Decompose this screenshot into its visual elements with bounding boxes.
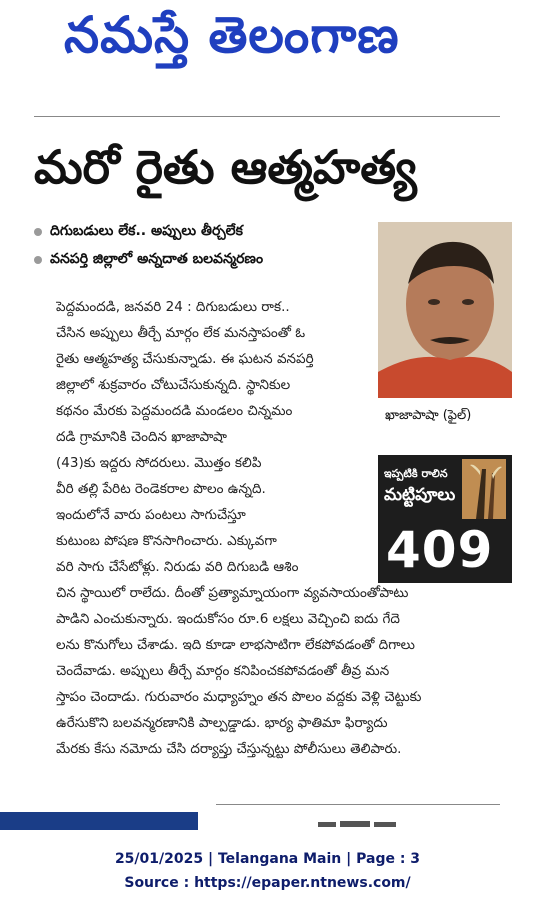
article-line: చెందేవాడు. అప్పులు తీర్చే మార్గం కనిపించకపోవడంతో తీవ్ర మన: [56, 663, 390, 679]
article-line: చేసిన అప్పులు తీర్చే మార్గం లేక మనస్తాపంతో ఓ: [56, 325, 306, 341]
bullet-item: [34, 218, 374, 246]
stat-label-line2: మట్టిపూలు: [384, 485, 456, 505]
masthead-logo: నమస్తే తెలంగాణ: [64, 6, 400, 64]
stat-thumbnail: [462, 459, 506, 519]
article-line: జిల్లాలో శుక్రవారం చోటుచేసుకున్నది. స్థానికుల: [56, 377, 291, 393]
article-line: వీరి తల్లి పేరిట రెండెకరాల పొలం ఉన్నది.: [56, 481, 266, 497]
portrait-icon: [378, 222, 512, 398]
article-line: పెద్దమందడి, జనవరి 24 : దిగుబడులు రాక..: [56, 299, 290, 315]
article-line: చిన స్థాయిలో రాలేదు. దీంతో ప్రత్యామ్నాయంగా వ్యవసాయంతోపాటు: [56, 585, 409, 601]
bullet-item: [34, 246, 374, 274]
article-body-wide: [56, 580, 500, 762]
article-line: స్తాపం చెందాడు. గురువారం మధ్యాహ్నం తన పొలం వద్దకు వెళ్లి చెట్టుకు: [56, 689, 422, 705]
stat-box: [378, 455, 512, 583]
article-headline: మరో రైతు ఆత్మహత్య: [34, 140, 417, 194]
bullet-text: వనపర్తి జిల్లాలో అన్నదాత బలవన్మరణం: [50, 250, 264, 267]
article-line: వరి సాగు చేసేటోళ్లు. నిరుడు వరి దిగుబడి ఆశిం: [56, 559, 299, 575]
article-line: మేరకు కేసు నమోదు చేసి దర్యాప్తు చేస్తున్నట్టు పోలీసులు తెలిపారు.: [56, 741, 402, 757]
article-line: దడి గ్రామానికి చెందిన ఖాజాపాషా: [56, 429, 227, 445]
bullet-list: [34, 218, 374, 274]
article-line: కుటుంబ పోషణ కొనసాగించారు. ఎక్కువగా: [56, 533, 277, 549]
footer-date-line: 25/01/2025 | Telangana Main | Page : 3: [114, 851, 421, 867]
bottom-divider: [216, 804, 500, 805]
bullet-text: దిగుబడులు లేక.. అప్పులు తీర్చలేక: [50, 222, 243, 239]
article-line: లను కొనుగోలు చేశాడు. ఇది కూడా లాభసాటిగా లేకపోవడంతో దిగాలు: [56, 637, 415, 653]
article-line: (43)కు ఇద్దరు సోదరులు. మొత్తం కలిపి: [56, 455, 262, 471]
bottom-color-block: [0, 812, 198, 830]
footer-source-line: Source : https://epaper.ntnews.com/: [124, 875, 411, 891]
stat-number: 409: [386, 521, 494, 579]
article-line: రైతు ఆత్మహత్య చేసుకున్నాడు. ఈ ఘటన వనపర్తి: [56, 351, 314, 367]
next-article-fragment: [318, 820, 408, 831]
masthead: [0, 0, 535, 78]
article-line: కథనం మేరకు పెద్దమందడి మండలం చిన్నమం: [56, 403, 293, 419]
article-body-column: [56, 294, 376, 580]
article-line: పాడిని ఎంచుకున్నారు. ఇందుకోసం రూ.6 లక్షలు వెచ్చించి ఐదు గేదె: [56, 611, 400, 627]
person-photo: [378, 222, 512, 398]
stalk-illustration-icon: [462, 459, 506, 519]
article-line: ఇందులోనే వారు పంటలు సాగుచేస్తూ: [56, 507, 246, 523]
cropped-text-icon: [318, 820, 408, 828]
top-divider: [34, 116, 500, 117]
page-footer: [0, 847, 535, 895]
article-line: ఉరేసుకొని బలవన్మరణానికి పాల్పడ్డాడు. భార్య ఫాతిమా ఫిర్యాదు: [56, 715, 388, 731]
stat-label-line1: ఇప్పటికి రాలిన: [384, 467, 448, 480]
bullet-dot-icon: [34, 228, 42, 236]
bullet-dot-icon: [34, 256, 42, 264]
photo-caption: ఖాజాపాషా (ఫైల్): [385, 408, 472, 423]
